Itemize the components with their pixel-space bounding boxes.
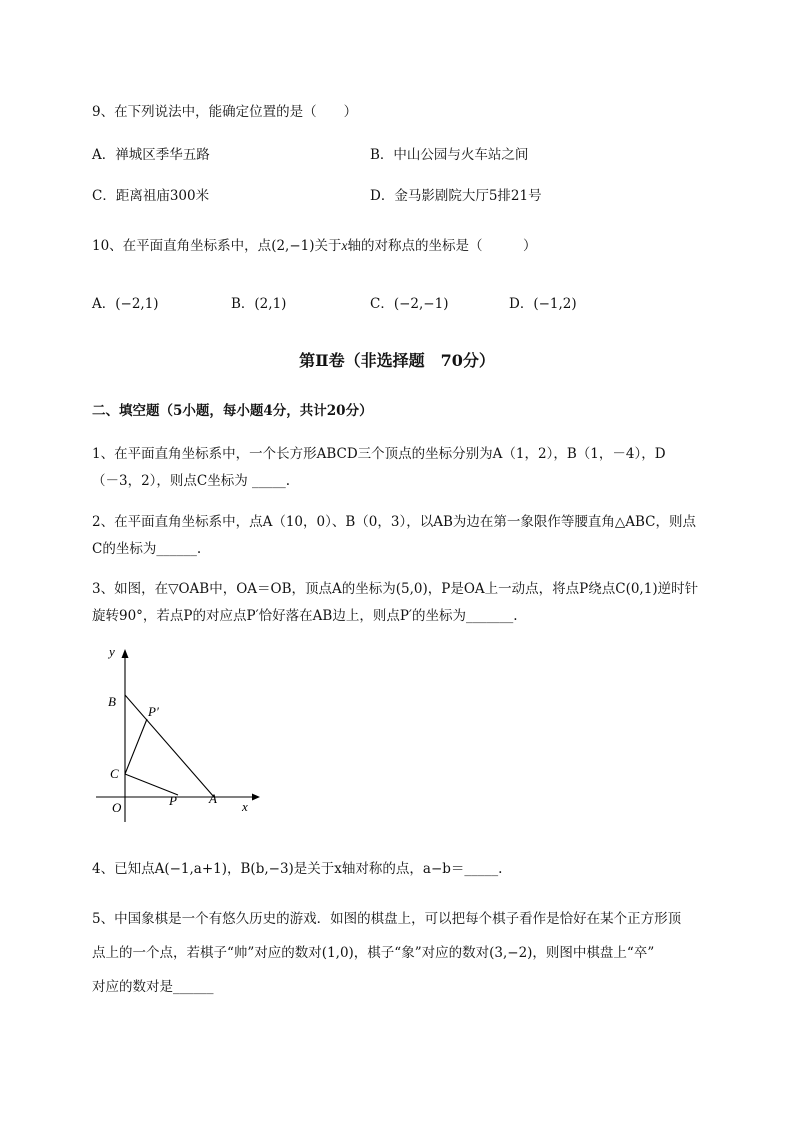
label-p: P bbox=[169, 793, 177, 808]
q9-option-d: D．金马影剧院大厅5排21号 bbox=[370, 188, 542, 204]
part-2-title: 第Ⅱ卷（非选择题 70分） bbox=[299, 351, 495, 370]
fill-4-line-1: 4、已知点A(−1,a+1)，B(b,−3)是关于x轴对称的点，a−b＝_____. bbox=[92, 861, 503, 877]
q10-stem-post: 轴的对称点的坐标是（ ） bbox=[347, 238, 537, 254]
question-10-stem bbox=[92, 234, 537, 254]
segment-ab bbox=[125, 695, 214, 797]
fill-2-line-2: C的坐标为______. bbox=[92, 541, 202, 557]
fill-5-line-1: 5、中国象棋是一个有悠久历史的游戏．如图的棋盘上，可以把每个棋子看作是恰好在某个正方形顶 bbox=[92, 911, 682, 927]
q10-x-var: x bbox=[341, 238, 348, 253]
q10-stem-pre: 10、在平面直角坐标系中，点 bbox=[92, 238, 272, 254]
fill-1-line-2: （－3，2），则点C坐标为 _____. bbox=[92, 473, 291, 489]
x-axis-arrow bbox=[252, 794, 260, 801]
question-9-stem: 9、在下列说法中，能确定位置的是（ ） bbox=[92, 104, 358, 120]
q9-option-c: C．距离祖庙300米 bbox=[92, 188, 210, 204]
label-c: C bbox=[110, 766, 119, 781]
q10-option-a: A．(−2,1) bbox=[92, 296, 159, 312]
segment-cp-prime bbox=[125, 719, 147, 774]
y-axis-arrow bbox=[122, 649, 129, 658]
fill-5-line-2: 点上的一个点，若棋子“帅”对应的数对(1,0)，棋子“象”对应的数对(3,−2)，则图中棋盘上“卒” bbox=[92, 945, 655, 961]
label-y: y bbox=[109, 644, 115, 659]
fill-2-line-1: 2、在平面直角坐标系中，点A（10，0）、B（0，3），以AB为边在第一象限作等腰直角△ABC，则点 bbox=[92, 514, 697, 530]
label-a: A bbox=[209, 791, 217, 806]
fill-5-line-3: 对应的数对是______ bbox=[92, 979, 214, 995]
q9-option-a: A．禅城区季华五路 bbox=[92, 147, 210, 163]
fill-3-line-1: 3、如图，在▽OAB中，OA＝OB，顶点A的坐标为(5,0)，P是OA上一动点，将点P绕点C(0,1)逆时针 bbox=[92, 581, 699, 597]
label-x: x bbox=[242, 799, 248, 814]
section-2-heading: 二、填空题（5小题，每小题4分，共计20分） bbox=[92, 403, 373, 419]
label-p-prime: P′ bbox=[148, 704, 159, 719]
geometry-figure bbox=[92, 640, 272, 830]
q10-option-c: C．(−2,−1) bbox=[370, 296, 449, 312]
label-b: B bbox=[108, 694, 116, 709]
fill-1-line-1: 1、在平面直角坐标系中，一个长方形ABCD三个顶点的坐标分别为A（1，2），B（1，－4），D bbox=[92, 446, 666, 462]
q10-option-d: D．(−1,2) bbox=[509, 296, 577, 312]
label-o: O bbox=[112, 800, 122, 815]
fill-3-line-2: 旋转90°，若点P的对应点P′恰好落在AB边上，则点P′的坐标为_______. bbox=[92, 608, 518, 624]
segment-cp bbox=[125, 774, 178, 795]
q10-point: (2,−1) bbox=[271, 238, 315, 254]
q9-option-b: B．中山公园与火车站之间 bbox=[370, 147, 529, 163]
q10-option-b: B．(2,1) bbox=[231, 296, 287, 312]
q10-stem-mid: 关于 bbox=[314, 238, 342, 254]
